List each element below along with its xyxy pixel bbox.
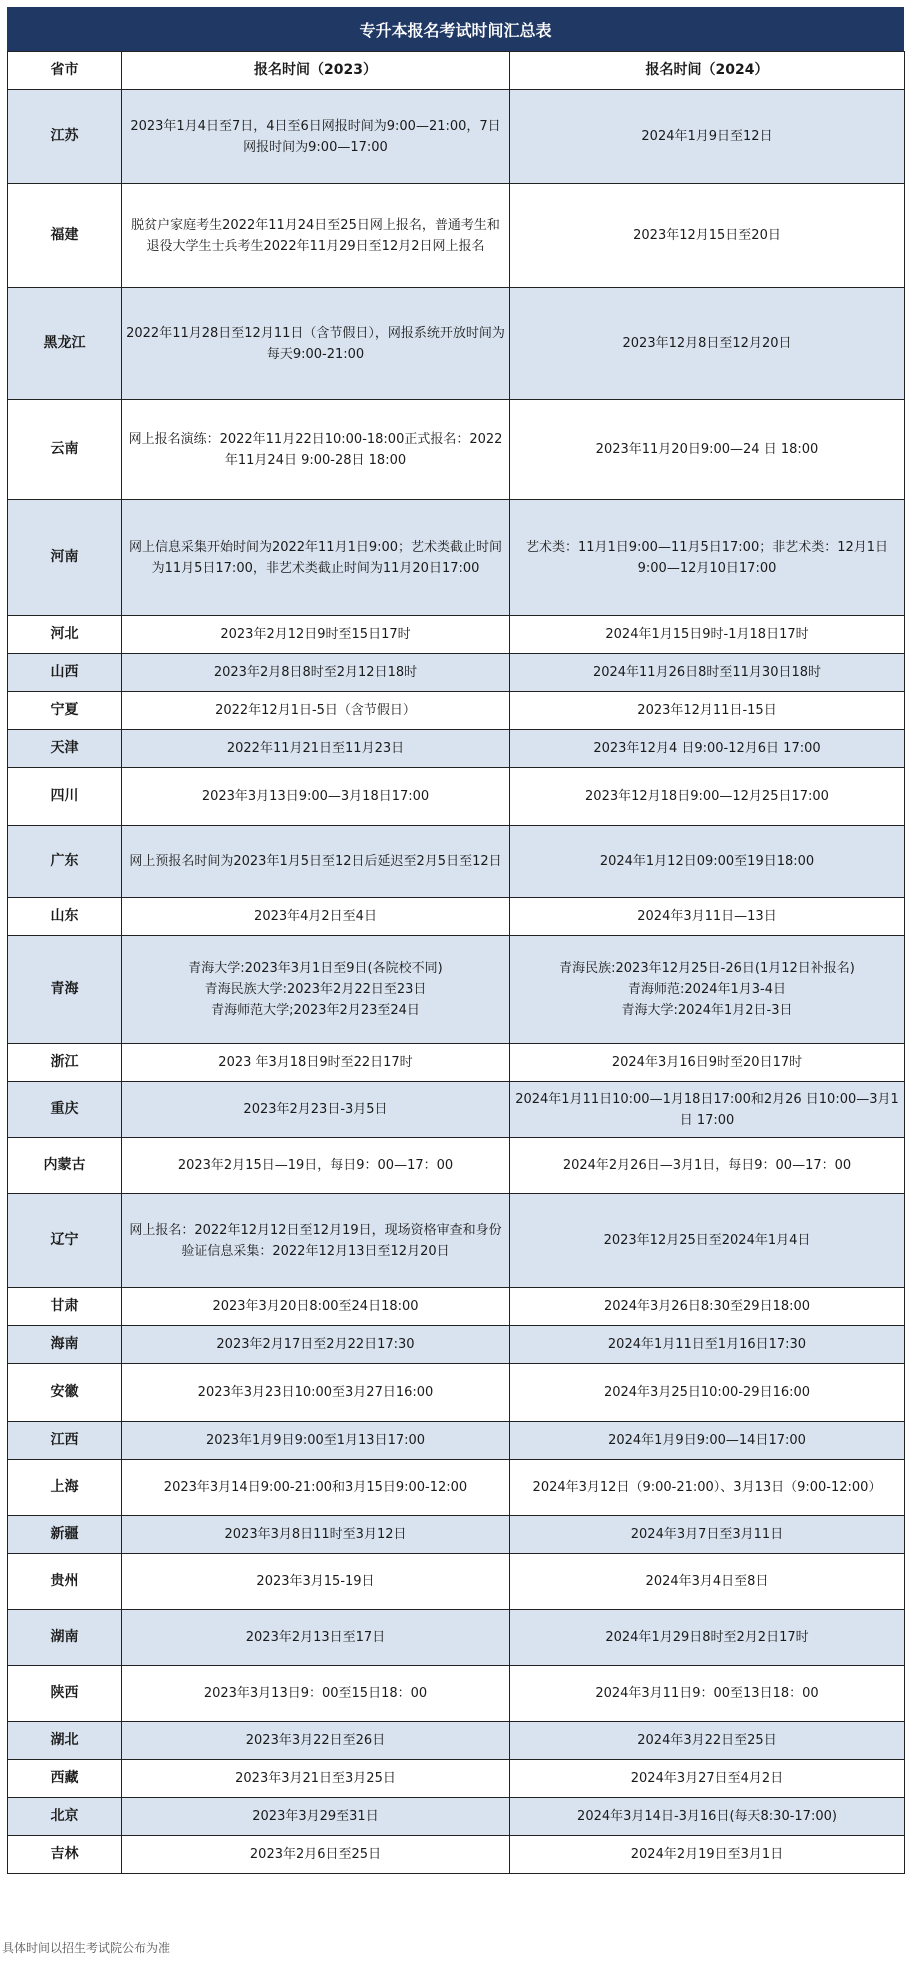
time-2024-cell: 2024年3月16日9时至20日17时 xyxy=(510,1044,905,1082)
table-row xyxy=(8,500,905,616)
time-2023-cell: 网上信息采集开始时间为2022年11月1日9:00；艺术类截止时间为11月5日17:00，非艺术类截止时间为11月20日17:00 xyxy=(122,500,510,616)
table-row xyxy=(8,1326,905,1364)
province-cell: 云南 xyxy=(8,400,122,500)
table-row xyxy=(8,1460,905,1516)
table-row xyxy=(8,936,905,1044)
time-2024-cell: 2023年12月4 日9:00-12月6日 17:00 xyxy=(510,730,905,768)
time-2023-cell: 2023年2月17日至2月22日17:30 xyxy=(122,1326,510,1364)
time-2023-cell: 2023年3月14日9:00-21:00和3月15日9:00-12:00 xyxy=(122,1460,510,1516)
time-2023-cell: 2022年11月28日至12月11日（含节假日），网报系统开放时间为每天9:00-21:00 xyxy=(122,288,510,400)
time-2024-cell: 2024年3月22日至25日 xyxy=(510,1722,905,1760)
time-2024-cell: 2024年3月25日10:00-29日16:00 xyxy=(510,1364,905,1422)
time-2024-cell: 2024年1月11日10:00—1月18日17:00和2月26 日10:00—3月1日 17:00 xyxy=(510,1082,905,1138)
time-2024-cell: 2024年1月9日至12日 xyxy=(510,90,905,184)
province-cell: 贵州 xyxy=(8,1554,122,1610)
schedule-table-container xyxy=(7,7,904,1874)
time-2024-cell: 2024年2月26日—3月1日，每日9：00—17：00 xyxy=(510,1138,905,1194)
table-row xyxy=(8,1288,905,1326)
province-cell: 北京 xyxy=(8,1798,122,1836)
province-cell: 四川 xyxy=(8,768,122,826)
province-cell: 江苏 xyxy=(8,90,122,184)
table-title: 专升本报名考试时间汇总表 xyxy=(7,7,904,51)
time-2023-cell: 网上报名：2022年12月12日至12月19日，现场资格审查和身份验证信息采集：2022年12月13日至12月20日 xyxy=(122,1194,510,1288)
footnote: 具体时间以招生考试院公布为准 xyxy=(2,1941,171,1955)
table-row xyxy=(8,288,905,400)
time-2023-cell: 2023年2月12日9时至15日17时 xyxy=(122,616,510,654)
table-row xyxy=(8,1422,905,1460)
province-cell: 重庆 xyxy=(8,1082,122,1138)
time-2023-cell: 2023年1月9日9:00至1月13日17:00 xyxy=(122,1422,510,1460)
time-2024-cell: 2024年3月27日至4月2日 xyxy=(510,1760,905,1798)
time-2023-cell: 2023年1月4日至7日，4日至6日网报时间为9:00—21:00，7日网报时间为9:00—17:00 xyxy=(122,90,510,184)
province-cell: 湖北 xyxy=(8,1722,122,1760)
time-2023-cell: 2023年3月29至31日 xyxy=(122,1798,510,1836)
table-row xyxy=(8,768,905,826)
header-row xyxy=(8,52,905,90)
table-row xyxy=(8,1082,905,1138)
province-cell: 浙江 xyxy=(8,1044,122,1082)
table-row xyxy=(8,184,905,288)
province-cell: 海南 xyxy=(8,1326,122,1364)
time-2024-cell: 2023年12月25日至2024年1月4日 xyxy=(510,1194,905,1288)
time-2024-cell: 2023年12月11日-15日 xyxy=(510,692,905,730)
province-cell: 山西 xyxy=(8,654,122,692)
time-2023-cell: 2023年4月2日至4日 xyxy=(122,898,510,936)
province-cell: 江西 xyxy=(8,1422,122,1460)
province-cell: 宁夏 xyxy=(8,692,122,730)
province-cell: 西藏 xyxy=(8,1760,122,1798)
time-2023-cell: 2023年3月21日至3月25日 xyxy=(122,1760,510,1798)
time-2023-cell: 2023年2月8日8时至2月12日18时 xyxy=(122,654,510,692)
table-row xyxy=(8,654,905,692)
time-2023-cell: 2022年12月1日-5日（含节假日） xyxy=(122,692,510,730)
table-row xyxy=(8,1554,905,1610)
province-cell: 新疆 xyxy=(8,1516,122,1554)
province-cell: 青海 xyxy=(8,936,122,1044)
province-cell: 辽宁 xyxy=(8,1194,122,1288)
province-cell: 安徽 xyxy=(8,1364,122,1422)
time-2023-cell: 网上报名演练：2022年11月22日10:00-18:00正式报名：2022年11月24日 9:00-28日 18:00 xyxy=(122,400,510,500)
time-2023-cell: 2023年3月15-19日 xyxy=(122,1554,510,1610)
province-cell: 天津 xyxy=(8,730,122,768)
table-row xyxy=(8,1610,905,1666)
province-cell: 河南 xyxy=(8,500,122,616)
table-row xyxy=(8,400,905,500)
province-cell: 陕西 xyxy=(8,1666,122,1722)
header-2024: 报名时间（2024） xyxy=(510,52,905,90)
table-row xyxy=(8,1044,905,1082)
time-2024-cell: 2024年3月11日—13日 xyxy=(510,898,905,936)
province-cell: 上海 xyxy=(8,1460,122,1516)
province-cell: 湖南 xyxy=(8,1610,122,1666)
header-2023: 报名时间（2023） xyxy=(122,52,510,90)
time-2023-cell: 2023年2月13日至17日 xyxy=(122,1610,510,1666)
time-2023-cell: 2023年2月6日至25日 xyxy=(122,1836,510,1874)
time-2023-cell: 2023 年3月18日9时至22日17时 xyxy=(122,1044,510,1082)
schedule-table xyxy=(7,51,905,1874)
time-2024-cell: 艺术类：11月1日9:00—11月5日17:00；非艺术类：12月1日9:00—12月10日17:00 xyxy=(510,500,905,616)
table-row xyxy=(8,1516,905,1554)
time-2024-cell: 2024年11月26日8时至11月30日18时 xyxy=(510,654,905,692)
time-2024-cell: 2023年11月20日9:00—24 日 18:00 xyxy=(510,400,905,500)
time-2024-cell: 2024年3月14日-3月16日(每天8:30-17:00) xyxy=(510,1798,905,1836)
time-2024-cell: 青海民族:2023年12月25日-26日(1月12日补报名) 青海师范:2024年1月3-4日 青海大学:2024年1月2日-3日 xyxy=(510,936,905,1044)
time-2023-cell: 青海大学:2023年3月1日至9日(各院校不同) 青海民族大学:2023年2月22日至23日 青海师范大学;2023年2月23至24日 xyxy=(122,936,510,1044)
time-2024-cell: 2024年1月15日9时-1月18日17时 xyxy=(510,616,905,654)
time-2024-cell: 2023年12月8日至12月20日 xyxy=(510,288,905,400)
table-row xyxy=(8,616,905,654)
time-2024-cell: 2024年1月11日至1月16日17:30 xyxy=(510,1326,905,1364)
time-2024-cell: 2024年3月7日至3月11日 xyxy=(510,1516,905,1554)
table-body xyxy=(8,90,905,1874)
table-row xyxy=(8,730,905,768)
time-2024-cell: 2024年3月26日8:30至29日18:00 xyxy=(510,1288,905,1326)
time-2024-cell: 2024年3月4日至8日 xyxy=(510,1554,905,1610)
time-2023-cell: 2023年2月15日—19日，每日9：00—17：00 xyxy=(122,1138,510,1194)
time-2023-cell: 脱贫户家庭考生2022年11月24日至25日网上报名，普通考生和退役大学生士兵考生2022年11月29日至12月2日网上报名 xyxy=(122,184,510,288)
time-2024-cell: 2024年3月12日（9:00-21:00）、3月13日（9:00-12:00） xyxy=(510,1460,905,1516)
time-2023-cell: 网上预报名时间为2023年1月5日至12日后延迟至2月5日至12日 xyxy=(122,826,510,898)
time-2023-cell: 2023年3月22日至26日 xyxy=(122,1722,510,1760)
table-row xyxy=(8,90,905,184)
time-2023-cell: 2023年3月8日11时至3月12日 xyxy=(122,1516,510,1554)
time-2024-cell: 2024年1月12日09:00至19日18:00 xyxy=(510,826,905,898)
table-row xyxy=(8,1798,905,1836)
time-2024-cell: 2024年3月11日9：00至13日18：00 xyxy=(510,1666,905,1722)
time-2023-cell: 2023年3月23日10:00至3月27日16:00 xyxy=(122,1364,510,1422)
table-row xyxy=(8,1836,905,1874)
time-2023-cell: 2023年3月20日8:00至24日18:00 xyxy=(122,1288,510,1326)
time-2024-cell: 2024年2月19日至3月1日 xyxy=(510,1836,905,1874)
time-2024-cell: 2024年1月9日9:00—14日17:00 xyxy=(510,1422,905,1460)
table-row xyxy=(8,826,905,898)
time-2024-cell: 2023年12月18日9:00—12月25日17:00 xyxy=(510,768,905,826)
province-cell: 河北 xyxy=(8,616,122,654)
table-row xyxy=(8,692,905,730)
province-cell: 广东 xyxy=(8,826,122,898)
province-cell: 黑龙江 xyxy=(8,288,122,400)
table-row xyxy=(8,898,905,936)
time-2023-cell: 2023年3月13日9:00—3月18日17:00 xyxy=(122,768,510,826)
time-2024-cell: 2024年1月29日8时至2月2日17时 xyxy=(510,1610,905,1666)
table-row xyxy=(8,1364,905,1422)
table-row xyxy=(8,1194,905,1288)
table-row xyxy=(8,1666,905,1722)
table-row xyxy=(8,1138,905,1194)
province-cell: 甘肃 xyxy=(8,1288,122,1326)
table-row xyxy=(8,1760,905,1798)
table-row xyxy=(8,1722,905,1760)
province-cell: 福建 xyxy=(8,184,122,288)
province-cell: 内蒙古 xyxy=(8,1138,122,1194)
time-2023-cell: 2023年2月23日-3月5日 xyxy=(122,1082,510,1138)
province-cell: 山东 xyxy=(8,898,122,936)
time-2024-cell: 2023年12月15日至20日 xyxy=(510,184,905,288)
time-2023-cell: 2022年11月21日至11月23日 xyxy=(122,730,510,768)
header-province: 省市 xyxy=(8,52,122,90)
province-cell: 吉林 xyxy=(8,1836,122,1874)
time-2023-cell: 2023年3月13日9：00至15日18：00 xyxy=(122,1666,510,1722)
